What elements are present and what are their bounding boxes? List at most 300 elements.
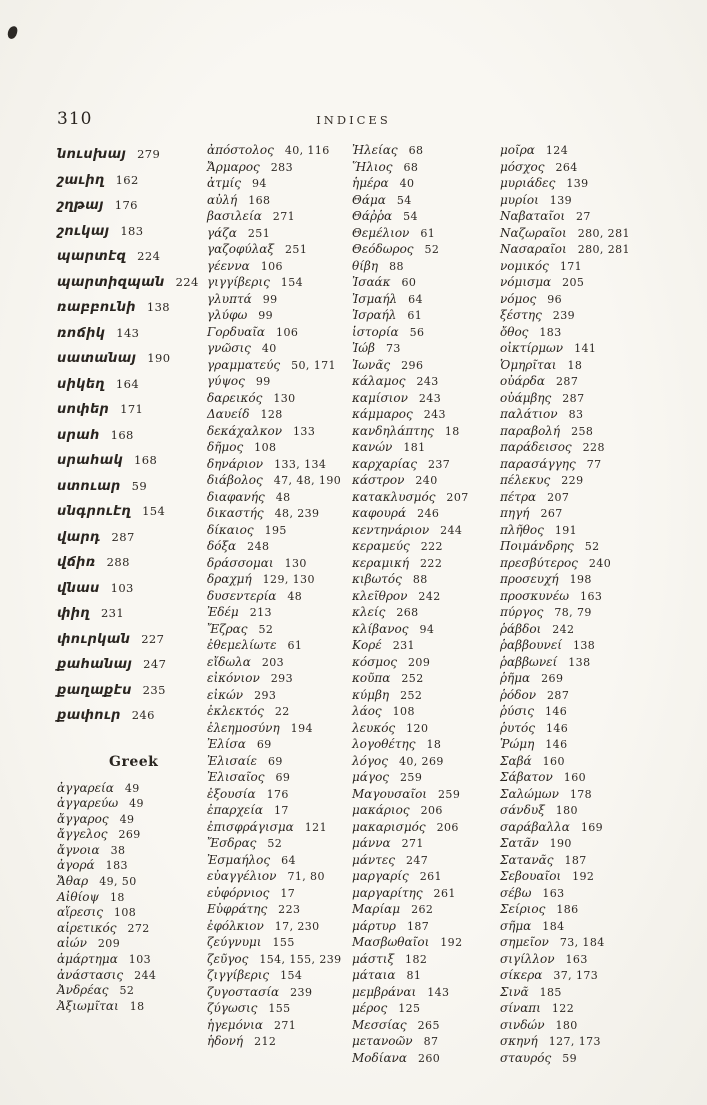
entry-page-numbers: 252: [401, 672, 424, 685]
entry-page-numbers: 191: [554, 523, 578, 537]
entry-term: μόσχος: [500, 159, 545, 174]
entry-term: σῆμα: [500, 918, 532, 933]
entry-page-numbers: 139: [566, 177, 589, 190]
entry-term: σκηνή: [500, 1034, 538, 1048]
entry-term: շղթայ: [57, 198, 104, 213]
entry-term: Ναζωραῖοι: [500, 225, 567, 240]
entry-page-numbers: 50, 171: [291, 358, 336, 372]
index-entry: [57, 950, 207, 966]
index-entry: [500, 158, 662, 175]
entry-term: μάντες: [352, 852, 395, 867]
entry-term: Ἰσραήλ: [352, 308, 397, 322]
entry-term: ἄγνοια: [57, 842, 100, 857]
index-entry: [352, 983, 498, 1000]
entry-page-numbers: 154, 155, 239: [259, 952, 342, 966]
entry-term: վնաս: [57, 580, 100, 596]
entry-term: λευκός: [352, 720, 396, 735]
entry-term: Ἔζρας: [207, 621, 248, 636]
entry-page-numbers: 260: [417, 1051, 441, 1065]
index-entry: [57, 319, 207, 345]
entry-page-numbers: 69: [275, 771, 291, 784]
entry-page-numbers: 206: [436, 820, 459, 834]
entry-page-numbers: 251: [247, 226, 271, 240]
index-entry: [207, 950, 350, 967]
index-entry: [207, 257, 350, 274]
entry-page-numbers: 18: [129, 999, 145, 1013]
entry-term: γνῶσις: [207, 341, 251, 355]
entry-page-numbers: 96: [547, 292, 563, 306]
index-entry: [352, 504, 498, 521]
entry-term: γαζοφύλαξ: [207, 242, 275, 256]
index-entry: [57, 676, 207, 702]
index-entry: [207, 851, 350, 868]
entry-page-numbers: 18: [444, 424, 460, 438]
entry-term: Ἐλισαῖος: [207, 770, 265, 784]
entry-page-numbers: 187: [564, 853, 587, 867]
entry-term: սատանայ: [57, 351, 137, 366]
index-entry: [352, 999, 498, 1016]
index-entry: [500, 801, 662, 818]
entry-page-numbers: 186: [556, 903, 579, 916]
index-entry: [500, 603, 662, 620]
entry-term: Εὐφράτης: [207, 902, 268, 916]
entry-term: σταυρός: [500, 1050, 552, 1065]
index-entry: [352, 818, 498, 835]
entry-page-numbers: 267: [540, 507, 563, 520]
entry-page-numbers: 247: [406, 853, 429, 867]
index-entry: [500, 273, 662, 290]
index-entry: [500, 636, 662, 653]
index-entry: [352, 257, 498, 274]
entry-term: θίβη: [352, 258, 379, 273]
entry-page-numbers: 187: [406, 919, 430, 933]
index-entry: [500, 389, 662, 406]
entry-term: Ἰώβ: [352, 341, 375, 355]
index-entry: [207, 339, 350, 356]
entry-term: μάταια: [352, 968, 396, 982]
entry-term: δαρεικός: [207, 390, 263, 405]
index-column-4: [500, 141, 662, 1065]
entry-term: καμίσιον: [352, 390, 408, 405]
entry-page-numbers: 244: [134, 968, 157, 982]
entry-page-numbers: 176: [114, 198, 138, 212]
entry-term: ռաբբունի: [57, 300, 136, 315]
index-entry: [352, 488, 498, 505]
index-entry: [500, 537, 662, 554]
index-entry: [207, 785, 350, 802]
entry-term: εἰκών: [207, 687, 244, 702]
entry-page-numbers: 190: [549, 837, 572, 850]
index-entry: [57, 856, 207, 872]
entry-term: σινδών: [500, 1017, 545, 1032]
entry-term: Σατανᾶς: [500, 852, 554, 867]
entry-term: δόξα: [207, 539, 237, 553]
entry-term: γέεννα: [207, 258, 250, 273]
entry-page-numbers: 224: [175, 274, 199, 289]
entry-page-numbers: 231: [392, 639, 415, 652]
entry-term: μαργαρίτης: [352, 885, 423, 900]
entry-term: փիղ: [57, 606, 90, 621]
index-entry: [57, 841, 207, 857]
entry-term: πλῆθος: [500, 522, 544, 537]
entry-page-numbers: 271: [273, 1018, 297, 1032]
entry-page-numbers: 242: [418, 589, 441, 603]
index-entry: [207, 702, 350, 719]
entry-term: βασιλεία: [207, 209, 262, 223]
entry-term: Σατᾶν: [500, 836, 539, 850]
index-entry: [352, 933, 498, 950]
entry-page-numbers: 160: [542, 754, 565, 768]
entry-term: Ἐδέμ: [207, 605, 239, 619]
index-entry: [500, 851, 662, 868]
entry-page-numbers: 106: [260, 259, 283, 273]
index-entry: [57, 997, 207, 1013]
entry-term: ἡδονή: [207, 1034, 244, 1048]
index-entry: [352, 636, 498, 653]
index-entry: [352, 587, 498, 604]
armenian-entry-list: [57, 140, 207, 727]
entry-term: ῥαββωνεί: [500, 654, 558, 669]
entry-page-numbers: 261: [419, 870, 442, 883]
entry-term: διαφανής: [207, 489, 265, 504]
entry-page-numbers: 184: [542, 919, 565, 933]
entry-page-numbers: 213: [249, 606, 272, 619]
index-entry: [57, 810, 207, 826]
index-entry: [352, 620, 498, 637]
entry-term: παρασάγγης: [500, 456, 576, 471]
index-entry: [500, 900, 662, 917]
entry-term: շաւիղ: [57, 172, 105, 188]
entry-term: շուկայ: [57, 223, 110, 239]
entry-page-numbers: 223: [278, 903, 301, 916]
entry-page-numbers: 243: [418, 391, 442, 405]
entry-term: Γορδυαῖα: [207, 324, 266, 339]
entry-page-numbers: 182: [405, 952, 428, 966]
entry-page-numbers: 99: [258, 309, 274, 322]
entry-term: Ἠλείας: [352, 143, 398, 157]
index-entry: [57, 872, 207, 888]
entry-page-numbers: 78, 79: [554, 606, 592, 619]
entry-page-numbers: 146: [545, 738, 568, 751]
index-entry: [207, 818, 350, 835]
entry-page-numbers: 228: [582, 441, 605, 454]
entry-term: μάστιξ: [352, 951, 395, 966]
entry-term: σιγίλλον: [500, 951, 555, 966]
entry-page-numbers: 120: [406, 721, 429, 735]
entry-term: ζεύγνυμι: [207, 935, 262, 949]
entry-term: σίκερα: [500, 968, 543, 982]
index-entry: [57, 701, 207, 727]
entry-term: վճիռ: [57, 555, 96, 570]
entry-page-numbers: 246: [417, 507, 440, 520]
index-entry: [500, 768, 662, 785]
index-column-3: [352, 141, 498, 1065]
index-entry: [500, 422, 662, 439]
entry-term: Ἔσδρας: [207, 836, 257, 850]
entry-term: εἴδωλα: [207, 654, 251, 669]
entry-page-numbers: 88: [389, 259, 404, 273]
index-entry: [207, 471, 350, 488]
index-entry: [500, 719, 662, 736]
index-entry: [352, 158, 498, 175]
entry-term: δικαστής: [207, 506, 264, 520]
entry-page-numbers: 171: [559, 259, 583, 273]
entry-page-numbers: 178: [569, 787, 593, 801]
entry-term: ստուար: [57, 478, 121, 494]
entry-page-numbers: 138: [568, 655, 591, 669]
index-entry: [352, 191, 498, 208]
index-entry: [207, 603, 350, 620]
index-entry: [500, 257, 662, 274]
entry-term: μάννα: [352, 836, 391, 850]
index-entry: [207, 999, 350, 1016]
index-entry: [57, 934, 207, 950]
entry-term: ξέστης: [500, 308, 542, 322]
entry-page-numbers: 154: [280, 969, 303, 982]
index-entry: [207, 653, 350, 670]
entry-page-numbers: 133, 134: [274, 457, 327, 471]
entry-page-numbers: 49, 50: [99, 875, 137, 889]
index-entry: [352, 801, 498, 818]
index-entry: [207, 191, 350, 208]
index-entry: [207, 1016, 350, 1033]
entry-page-numbers: 154: [280, 276, 303, 289]
entry-term: ζεῦγος: [207, 951, 249, 966]
entry-page-numbers: 108: [113, 906, 137, 920]
index-entry: [500, 917, 662, 934]
entry-page-numbers: 258: [571, 424, 594, 438]
entry-page-numbers: 224: [137, 249, 161, 263]
entry-term: κάστρον: [352, 473, 405, 487]
entry-term: Μεσσίας: [352, 1017, 407, 1032]
index-entry: [352, 356, 498, 373]
entry-term: քահանայ: [57, 657, 133, 672]
entry-term: ἐφόλκιον: [207, 918, 264, 933]
index-entry: [500, 702, 662, 719]
entry-page-numbers: 68: [403, 160, 419, 174]
entry-page-numbers: 239: [290, 985, 313, 999]
entry-page-numbers: 59: [562, 1051, 578, 1065]
entry-page-numbers: 163: [580, 589, 603, 603]
entry-page-numbers: 99: [255, 375, 271, 388]
entry-page-numbers: 185: [539, 985, 562, 999]
entry-term: Ἰσαάκ: [352, 275, 391, 289]
entry-page-numbers: 296: [401, 358, 424, 372]
index-entry: [500, 818, 662, 835]
index-entry: [57, 625, 207, 651]
index-entry: [500, 867, 662, 884]
entry-page-numbers: 141: [574, 342, 597, 355]
index-entry: [352, 867, 498, 884]
entry-page-numbers: 198: [569, 573, 592, 586]
index-entry: [500, 669, 662, 686]
index-entry: [500, 752, 662, 769]
entry-page-numbers: 49: [129, 797, 144, 811]
index-entry: [500, 554, 662, 571]
entry-term: κανών: [352, 440, 393, 454]
entry-page-numbers: 279: [137, 147, 161, 161]
entry-term: μάγος: [352, 770, 390, 784]
greek-entry-list-1: [57, 779, 207, 1013]
entry-page-numbers: 125: [398, 1002, 421, 1015]
entry-term: Μαρίαμ: [352, 902, 401, 916]
entry-page-numbers: 171: [120, 402, 144, 416]
index-entry: [500, 224, 662, 241]
index-entry: [352, 422, 498, 439]
index-entry: [500, 620, 662, 637]
index-entry: [500, 141, 662, 158]
entry-page-numbers: 269: [118, 828, 141, 842]
entry-page-numbers: 77: [586, 457, 602, 471]
entry-page-numbers: 155: [268, 1002, 291, 1015]
entry-term: εἰκόνιον: [207, 671, 260, 685]
entry-term: αἱρετικός: [57, 920, 117, 935]
entry-page-numbers: 262: [411, 903, 434, 916]
entry-page-numbers: 160: [563, 771, 586, 784]
index-entry: [57, 370, 207, 396]
index-entry: [207, 207, 350, 224]
entry-term: Ἐλίσα: [207, 737, 246, 751]
entry-term: μυριάδες: [500, 176, 556, 190]
entry-term: ἄγγελος: [57, 827, 108, 842]
index-entry: [352, 966, 498, 983]
entry-page-numbers: 121: [304, 820, 327, 834]
index-entry: [207, 834, 350, 851]
index-entry: [500, 686, 662, 703]
entry-page-numbers: 181: [403, 441, 426, 454]
entry-term: Κορέ: [352, 638, 382, 652]
index-entry: [207, 323, 350, 340]
index-entry: [352, 372, 498, 389]
entry-term: καρχαρίας: [352, 456, 417, 471]
index-entry: [57, 523, 207, 549]
index-entry: [352, 1016, 498, 1033]
entry-page-numbers: 94: [419, 622, 435, 636]
index-entry: [500, 504, 662, 521]
entry-term: ἡγεμόνια: [207, 1017, 263, 1032]
index-entry: [500, 653, 662, 670]
greek-section-heading: Greek: [109, 753, 159, 770]
entry-page-numbers: 64: [281, 853, 296, 867]
index-entry: [352, 224, 498, 241]
entry-page-numbers: 209: [408, 655, 431, 669]
entry-page-numbers: 47, 48, 190: [273, 474, 342, 487]
entry-term: αἵρεσις: [57, 905, 103, 920]
entry-page-numbers: 287: [556, 375, 579, 388]
index-entry: [207, 389, 350, 406]
index-entry: [500, 587, 662, 604]
entry-page-numbers: 68: [408, 144, 424, 157]
index-entry: [57, 421, 207, 447]
entry-page-numbers: 168: [248, 193, 271, 207]
entry-term: γάζα: [207, 225, 237, 240]
entry-page-numbers: 60: [401, 276, 417, 289]
entry-term: εὐαγγέλιον: [207, 869, 277, 883]
index-entry: [500, 240, 662, 257]
entry-term: ῥῆμα: [500, 671, 531, 685]
index-entry: [57, 903, 207, 919]
entry-page-numbers: 280, 281: [577, 226, 630, 240]
index-entry: [500, 1049, 662, 1066]
entry-term: ἀνάστασις: [57, 967, 124, 982]
entry-term: πύργος: [500, 605, 544, 619]
entry-page-numbers: 261: [433, 886, 456, 900]
entry-term: ἱστορία: [352, 324, 399, 339]
entry-term: μαργαρίς: [352, 869, 409, 883]
entry-term: κανδηλάπτης: [352, 423, 434, 438]
entry-term: αἰών: [57, 936, 87, 951]
entry-term: αὐλή: [207, 192, 238, 207]
entry-term: πέλεκυς: [500, 473, 551, 487]
entry-page-numbers: 130: [273, 391, 296, 405]
entry-term: Ἀνδρέας: [57, 983, 109, 998]
entry-term: οὐάρδα: [500, 374, 546, 388]
index-entry: [352, 917, 498, 934]
entry-page-numbers: 287: [547, 688, 570, 702]
index-entry: [57, 446, 207, 472]
entry-page-numbers: 52: [258, 622, 274, 636]
index-entry: [500, 323, 662, 340]
entry-page-numbers: 163: [565, 952, 588, 966]
entry-term: εὐφόρνιος: [207, 885, 270, 900]
entry-term: παραβολή: [500, 423, 561, 438]
entry-page-numbers: 272: [127, 921, 150, 935]
entry-term: σαράβαλλα: [500, 819, 570, 834]
entry-page-numbers: 54: [396, 193, 412, 207]
index-entry: [207, 554, 350, 571]
entry-page-numbers: 269: [541, 672, 564, 685]
entry-page-numbers: 222: [420, 556, 443, 570]
index-entry: [207, 405, 350, 422]
entry-page-numbers: 143: [116, 325, 140, 340]
entry-page-numbers: 265: [417, 1018, 440, 1032]
index-entry: [500, 191, 662, 208]
index-entry: [500, 521, 662, 538]
entry-term: ἁμάρτημα: [57, 952, 118, 967]
index-entry: [352, 273, 498, 290]
index-entry: [207, 240, 350, 257]
entry-page-numbers: 168: [134, 453, 158, 467]
entry-term: սիկեղ: [57, 376, 105, 392]
index-entry: [352, 389, 498, 406]
entry-term: ζυγοστασία: [207, 984, 280, 999]
entry-term: ἀγγαρεία: [57, 780, 114, 795]
entry-term: κάμμαρος: [352, 407, 413, 421]
entry-page-numbers: 38: [110, 843, 126, 857]
entry-page-numbers: 192: [440, 936, 463, 949]
index-entry: [352, 1032, 498, 1049]
entry-term: Σαβά: [500, 753, 532, 768]
entry-page-numbers: 207: [446, 490, 469, 504]
entry-term: Ποιμάνδρης: [500, 539, 574, 553]
entry-page-numbers: 195: [264, 523, 287, 537]
index-entry: [207, 372, 350, 389]
index-entry: [500, 488, 662, 505]
entry-page-numbers: 61: [287, 639, 303, 652]
index-entry: [57, 825, 207, 841]
index-entry: [57, 166, 207, 192]
entry-term: Ἄθαρ: [57, 874, 89, 889]
index-entry: [207, 752, 350, 769]
entry-term: Μαγουσαῖοι: [352, 786, 428, 801]
entry-term: փուրկան: [57, 631, 131, 647]
entry-term: պարտիզպան: [57, 274, 165, 290]
entry-page-numbers: 18: [109, 890, 125, 904]
entry-page-numbers: 139: [549, 193, 572, 207]
index-entry: [352, 290, 498, 307]
entry-page-numbers: 240: [588, 556, 612, 570]
index-entry: [500, 1016, 662, 1033]
